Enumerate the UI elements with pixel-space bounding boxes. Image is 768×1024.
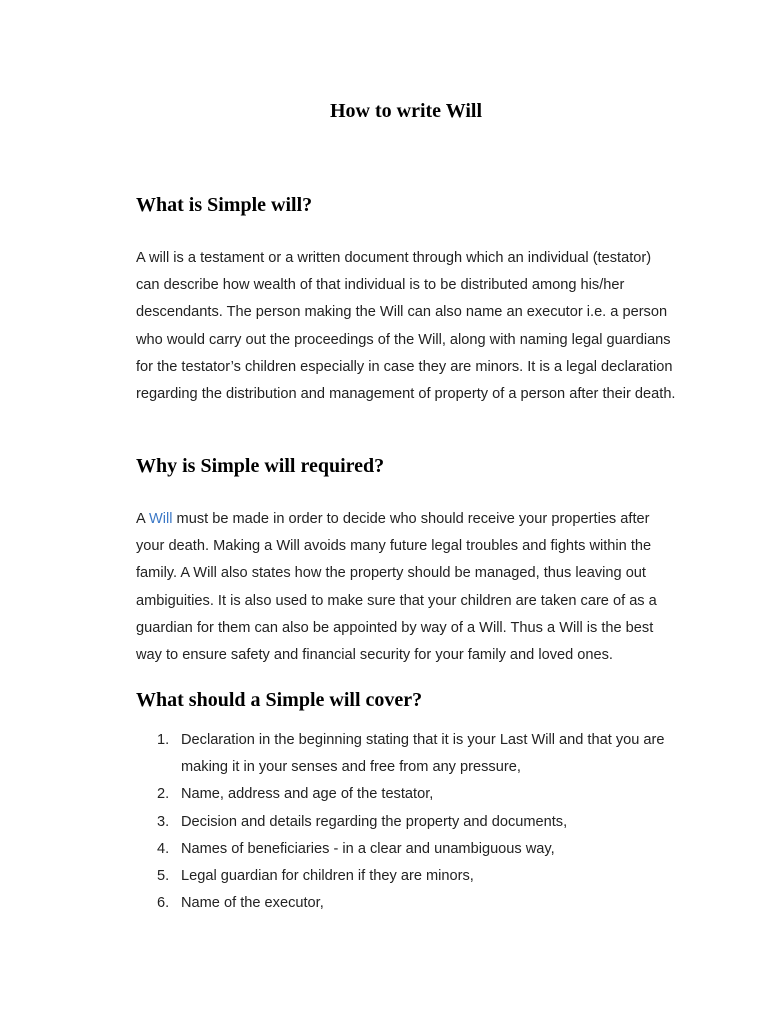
list-item-text: Decision and details regarding the property and documents, xyxy=(181,813,568,830)
cover-list xyxy=(136,727,676,917)
list-item xyxy=(136,781,676,808)
list-item xyxy=(136,863,676,890)
paragraph-rest: must be made in order to decide who should receive your properties after your death. Making a Will avoids many future legal troubles and fights within the family. A Will also states how the property should be managed, thus leaving out ambiguities. It is also used to make sure that your children are taken care of as a guardian for them can also be appointed by way of a Will. Thus a Will is the best way to ensure safety and financial security for your family and loved ones. xyxy=(136,511,657,664)
list-item-text: Name, address and age of the testator, xyxy=(181,786,434,803)
section-paragraph-why xyxy=(136,506,676,669)
will-link[interactable]: Will xyxy=(148,511,173,527)
list-item xyxy=(136,809,676,836)
list-item-text: Legal guardian for children if they are minors, xyxy=(181,868,474,885)
section-heading-what: What is Simple will? xyxy=(136,194,313,216)
list-item-text: Name of the executor, xyxy=(181,895,324,912)
list-item-text: Names of beneficiaries - in a clear and unambiguous way, xyxy=(181,840,555,857)
list-item xyxy=(136,890,676,917)
list-item-number: 2. xyxy=(157,786,170,803)
list-item-number: 1. xyxy=(157,732,170,748)
section-heading-why: Why is Simple will required? xyxy=(136,455,385,477)
list-item-number: 6. xyxy=(157,895,170,912)
list-item xyxy=(136,836,676,863)
list-item-number: 4. xyxy=(157,840,170,857)
section-paragraph-what: A will is a testament or a written document through which an individual (testator) can describe how wealth of that individual is to be distributed among his/her descendants. The person making the Will can also name an executor i.e. a person who would carry out the proceedings of the Will, along with naming legal guardians for the testator’s children especially in case they are minors. It is a legal declaration regarding the distribution and management of property of a person after their death. xyxy=(136,250,676,403)
page-title: How to write Will xyxy=(329,100,483,122)
paragraph-prefix: A xyxy=(136,511,149,527)
section-heading-cover: What should a Simple will cover? xyxy=(136,689,423,711)
list-item-number: 3. xyxy=(157,813,170,830)
list-item xyxy=(136,727,676,781)
list-item-number: 5. xyxy=(157,868,170,885)
list-item-text: Declaration in the beginning stating that it is your Last Will and that you are making it in your senses and free from any pressure, xyxy=(181,732,665,776)
